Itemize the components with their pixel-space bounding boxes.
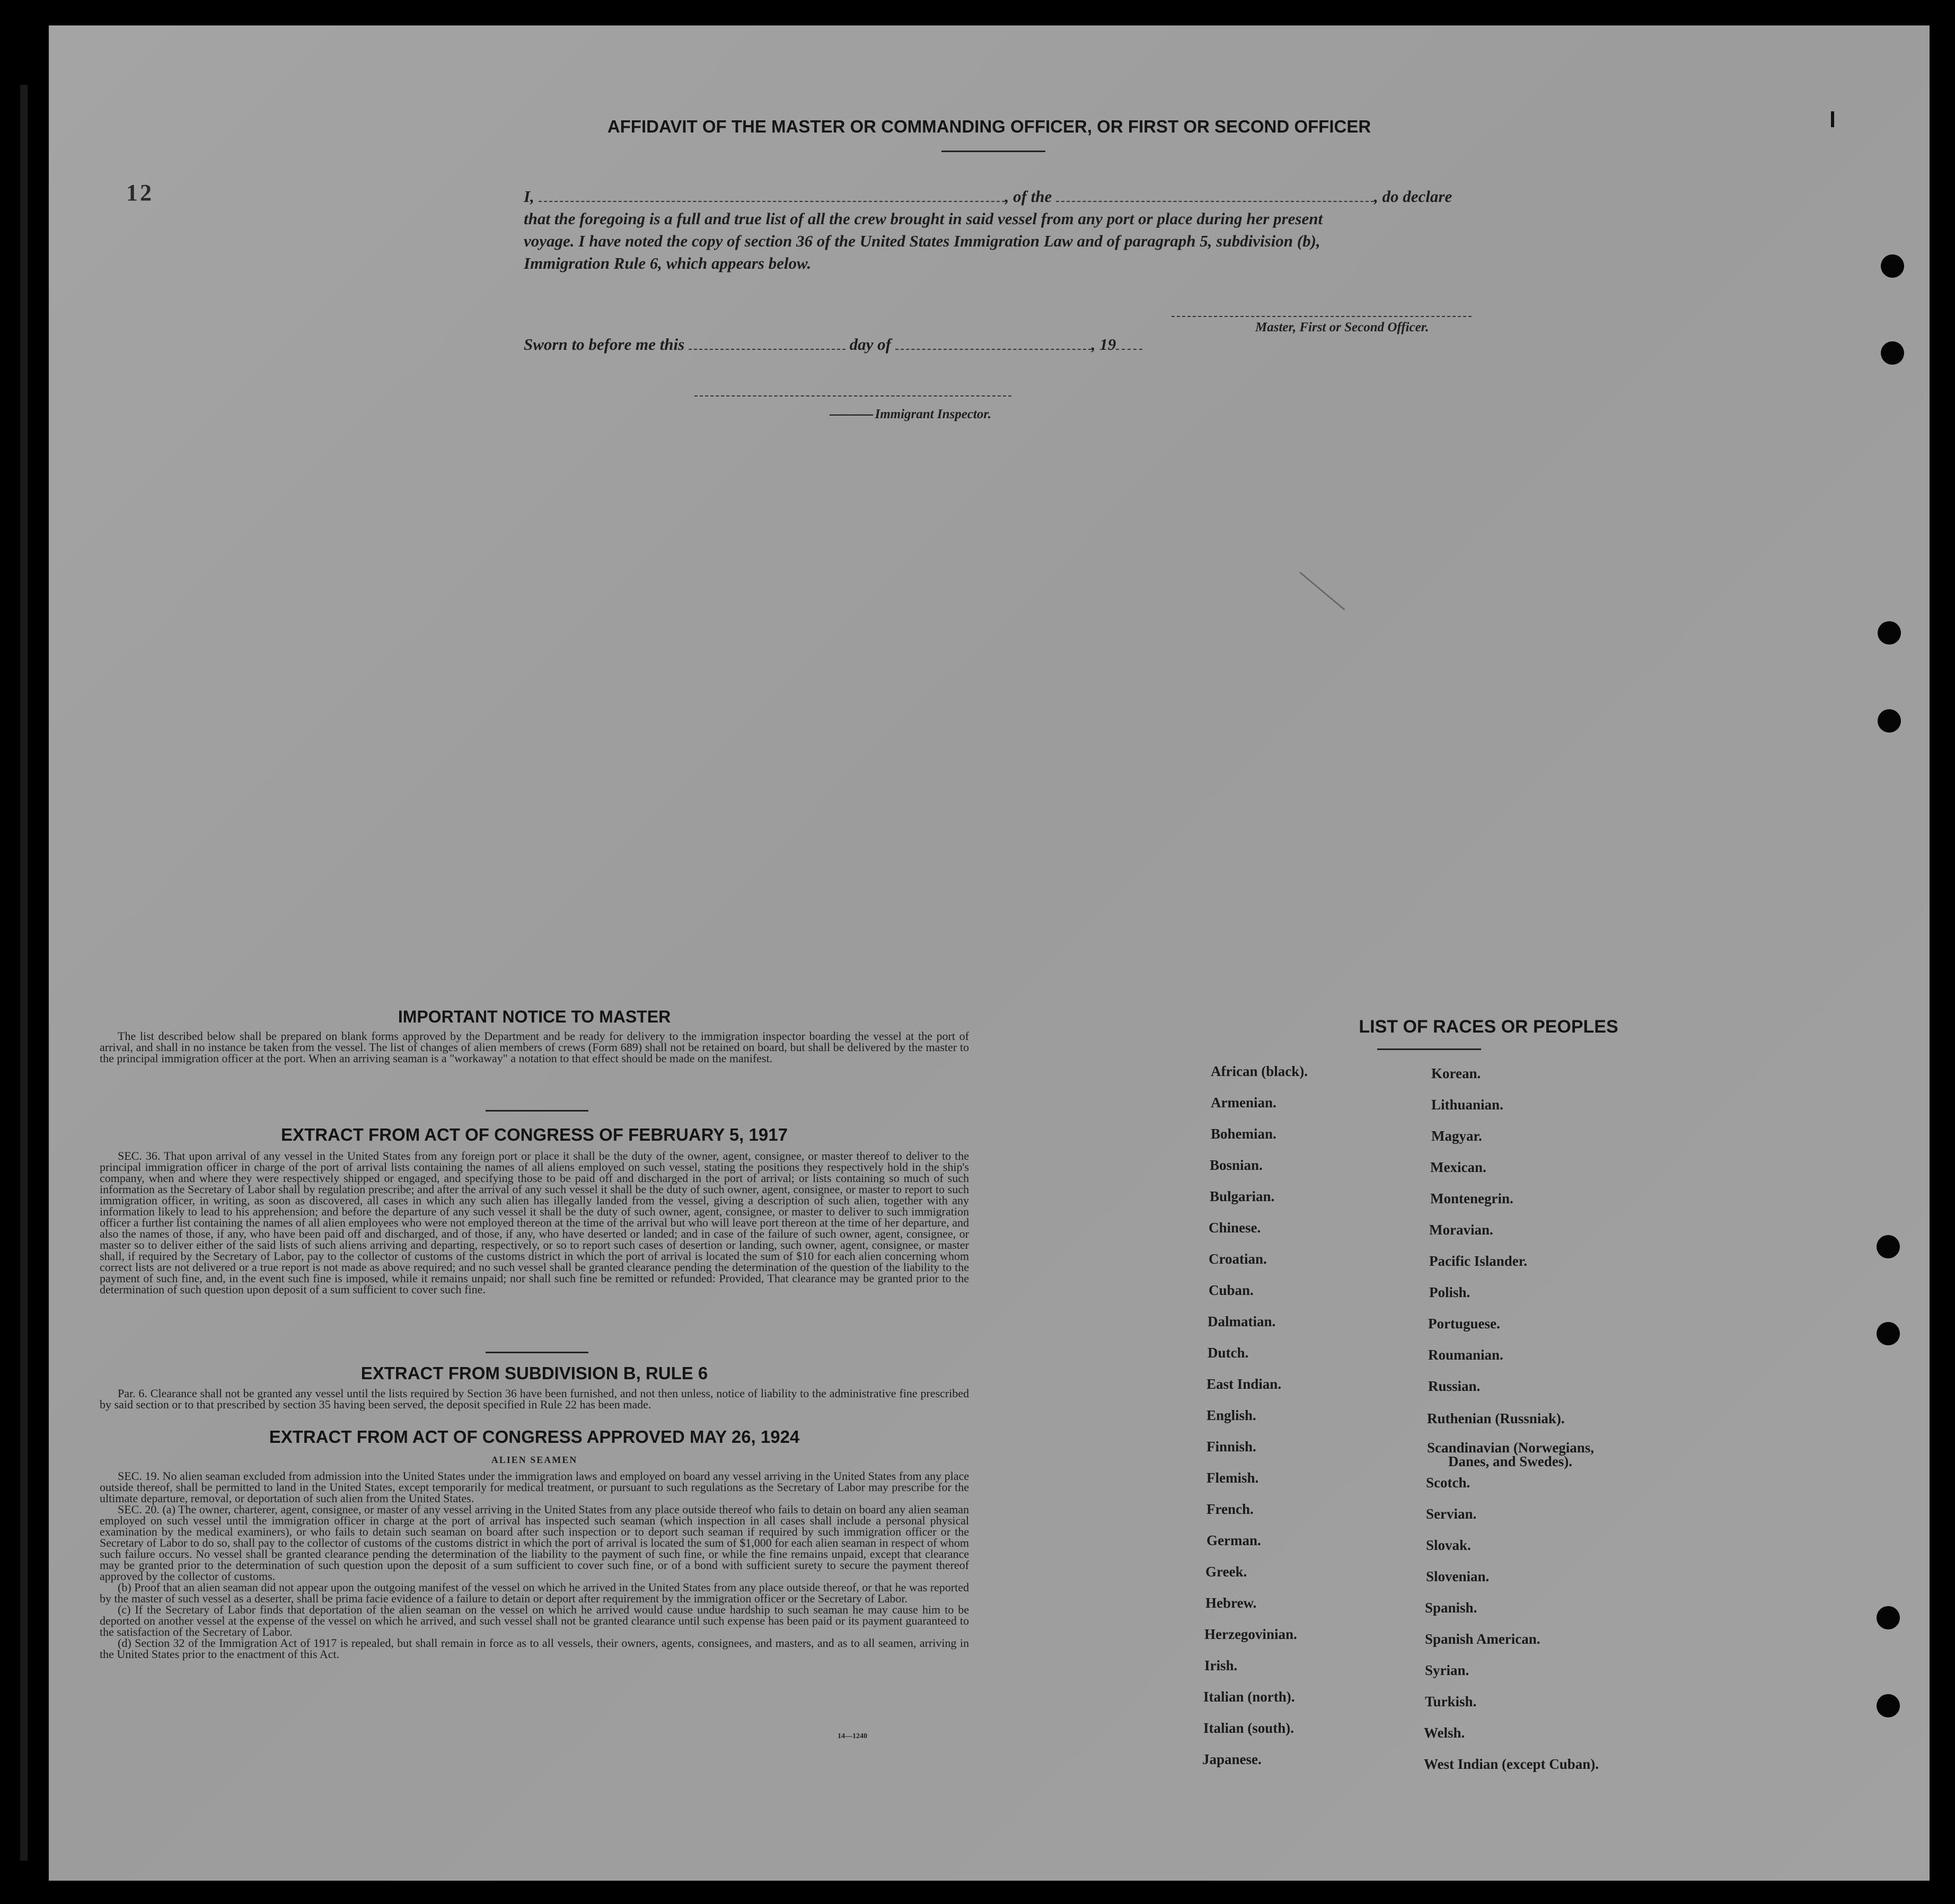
binder-hole (1878, 621, 1901, 645)
year-prefix: , 19 (1091, 335, 1116, 354)
race-item: Dalmatian. (1208, 1314, 1276, 1329)
race-item: Ruthenian (Russniak). (1427, 1411, 1565, 1426)
affidavit-body (524, 186, 1573, 275)
race-item: Bosnian. (1210, 1157, 1263, 1173)
races-heading: LIST OF RACES OR PEOPLES (1359, 1017, 1618, 1037)
race-item: Greek. (1205, 1564, 1247, 1580)
race-item: Hebrew. (1205, 1595, 1257, 1611)
vessel-blank (1056, 201, 1374, 202)
race-item: Herzegovinian. (1204, 1626, 1297, 1642)
race-item: Servian. (1426, 1506, 1477, 1522)
race-item: Croatian. (1209, 1251, 1267, 1267)
do-declare-label: , do declare (1374, 187, 1452, 206)
race-item: Syrian. (1425, 1662, 1469, 1678)
race-item: Slovenian. (1426, 1568, 1490, 1584)
inspector-label: Immigrant Inspector. (875, 407, 991, 421)
margin-mark: 12 (126, 180, 154, 206)
extract-1917-heading: EXTRACT FROM ACT OF CONGRESS OF FEBRUARY 5, 1917 (281, 1125, 788, 1144)
extract-1924-p5: (d) Section 32 of the Immigration Act of 1917 is repealed, but shall remain in force as to all vessels, their owners, agents, consignees, and masters, and as to all seamen, arriving in the United States prior to the enactment of this Act. (100, 1636, 969, 1661)
extract-1917-block (100, 1150, 969, 1295)
notice-text: The list described below shall be prepared on blank forms approved by the Department and be ready for delivery to the immigration inspector boarding the vessel at the port of arrival, and shall in no instance be taken from the vessel. The list of changes of alien members of crews (Form 689) shall not be retained on board, but shall be delivered by the master to the principal immigration officer at the port. When an arriving seaman is a "workaway" a notation to that effect should be made on the manifest. (100, 1029, 969, 1065)
binder-hole (1877, 1322, 1900, 1345)
master-signature-line (1172, 316, 1472, 317)
notice-text-block (100, 1030, 969, 1064)
binder-hole (1881, 254, 1904, 278)
race-item: Italian (south). (1203, 1720, 1294, 1736)
declaration-line (524, 186, 1573, 208)
divider-2 (486, 1352, 588, 1353)
race-item: Scandinavian (Norwegians, (1427, 1440, 1595, 1456)
race-item: Lithuanian. (1431, 1097, 1503, 1113)
sworn-line (524, 335, 1142, 354)
inspector-signature-line (694, 395, 1011, 396)
race-item: Armenian. (1211, 1095, 1276, 1110)
race-item: Welsh. (1424, 1725, 1465, 1741)
race-item: Magyar. (1431, 1128, 1482, 1144)
body-line-2: voyage. I have noted the copy of section 36 of the United States Immigration Law and of paragraph 5, subdivision (b), (524, 232, 1320, 250)
race-item: English. (1207, 1407, 1256, 1423)
name-blank (539, 201, 1005, 202)
races-divider (1377, 1048, 1481, 1050)
extract-1924-p3: (b) Proof that an alien seaman did not appear upon the outgoing manifest of the vessel on which he arrived in the United States from any place outside thereof, or that he was reported by the master of such vessel as a deserter, shall be prima facie evidence of a failure to detain or deport after requirement by the immigration officer or the Secretary of Labor. (100, 1581, 969, 1605)
race-item: Bohemian. (1211, 1126, 1276, 1142)
extract-1924-heading: EXTRACT FROM ACT OF CONGRESS APPROVED MAY 26, 1924 (269, 1427, 800, 1447)
binder-hole (1877, 1606, 1900, 1629)
race-item: Italian (north). (1203, 1689, 1295, 1705)
race-item: German. (1207, 1532, 1261, 1548)
left-edge-strip (20, 85, 28, 1861)
race-item: Irish. (1204, 1658, 1238, 1673)
inspector-label-wrap: ------------- Immigrant Inspector. (829, 407, 991, 421)
subdivision-heading: EXTRACT FROM SUBDIVISION B, RULE 6 (360, 1363, 708, 1383)
binder-hole (1878, 709, 1901, 733)
divider-1 (486, 1110, 588, 1112)
of-the-label: , of the (1005, 187, 1052, 206)
race-item: Japanese. (1202, 1751, 1262, 1767)
race-item: West Indian (except Cuban). (1424, 1756, 1599, 1772)
paper-scratch (1299, 571, 1345, 610)
race-item: Portuguese. (1428, 1316, 1500, 1332)
race-item: French. (1207, 1501, 1254, 1517)
alien-seamen-subheading: ALIEN SEAMEN (491, 1455, 578, 1465)
top-edge-mark (1831, 111, 1834, 127)
extract-1917-text: SEC. 36. That upon arrival of any vessel in the United States from any foreign port or place it shall be the duty of the owner, agent, consignee, or master thereof to deliver to the principal immigration officer in charge of the port of arrival lists containing the names of all aliens employed on such vessel, stating the positions they respectively hold in the ship's company, when and where they were respectively shipped or engaged, and specifying those to be paid off and discharged in the port of arrival; or lists containing so much of such information as the Secretary of Labor shall by regulation prescribe; and after the arrival of any such vessel it shall be the duty of such owner, agent, consignee, or master to report to such immigration officer, in writing, as soon as discovered, all cases in which any such alien has illegally landed from the vessel, giving a description of such alien, together with any information likely to lead to his apprehension; and before the departure of any such vessel it shall be the duty of such owner, agent, consignee, or master to deliver to such immigration officer a further list containing the names of all alien employees who were not employed thereon at the time of the arrival but who will leave port thereon at the time of her departure, and also the names of those, if any, who have been paid off and discharged, and of those, if any, who have deserted or landed; and in case of the failure of such owner, agent, consignee, or master so to deliver either of the said lists of such aliens arriving and departing, respectively, or so to report such cases of desertion or landing, such owner, agent, consignee, or master shall, if required by the Secretary of Labor, pay to the collector of customs of the customs district in which the port of arrival is located the sum of $10 for each alien concerning whom correct lists are not delivered or a true report is not made as above required; and no such vessel shall be granted clearance pending the determination of the question of the liability to the payment of such fine, and, in the event such fine is imposed, while it remains unpaid; nor shall such fine be remitted or refunded: Provided, That clearance may be granted prior to the determination of such question upon deposit of a sum sufficient to cover such fine. (100, 1149, 969, 1296)
race-item: Chinese. (1209, 1220, 1261, 1236)
race-item: East Indian. (1207, 1376, 1282, 1392)
heading-divider (941, 151, 1045, 152)
sworn-label: Sworn to before me this (524, 335, 685, 354)
extract-1924-p1: SEC. 19. No alien seaman excluded from admission into the United States under the immigration laws and employed on board any vessel arriving in the United States from any place outside thereof, shall be permitted to land in the United States, except temporarily for medical treatment, or pursuant to such regulations as the Secretary of Labor may prescribe for the ultimate departure, removal, or deportation of such alien from the United States. (100, 1469, 969, 1505)
race-item: Flemish. (1207, 1470, 1259, 1486)
race-item: Russian. (1428, 1378, 1481, 1394)
binder-hole (1877, 1235, 1900, 1258)
race-item: African (black). (1211, 1063, 1308, 1079)
notice-heading: IMPORTANT NOTICE TO MASTER (398, 1007, 671, 1026)
race-item: Korean. (1431, 1065, 1481, 1081)
race-item: Danes, and Swedes). (1448, 1453, 1573, 1469)
binder-hole (1877, 1694, 1900, 1717)
race-item: Bulgarian. (1210, 1188, 1275, 1204)
extract-1924-p2: SEC. 20. (a) The owner, charterer, agent, consignee, or master of any vessel arriving in the United States from any place outside thereof who fails to detain on board any alien seaman employed on such vessel until the immigration officer in charge at the port of arrival has inspected such seaman (which inspection in all cases shall include a personal physical examination by the medical examiners), or who fails to detain such seaman on board after such inspection or to deport such seaman if required by such immigration officer or the Secretary of Labor to do so, shall pay to the collector of customs of the customs district in which the port of arrival is located the sum of $1,000 for each alien seaman in respect of whom such failure occurs. No vessel shall be granted clearance pending the determination of the liability to the payment of such fine, or while the fine remains unpaid, except that clearance may be granted prior to the determination of such question upon the deposit of a sum sufficient to cover such fine, or of a bond with sufficient surety to secure the payment thereof approved by the collector of customs. (100, 1503, 969, 1583)
race-item: Roumanian. (1428, 1347, 1503, 1363)
race-item: Spanish American. (1425, 1631, 1540, 1647)
subdivision-text: Par. 6. Clearance shall not be granted any vessel until the lists required by Section 36 have been furnished, and not then unless, notice of liability to the administrative fine prescribed by said section or to that prescribed by section 35 having been served, the deposit specified in Rule 22 has been made. (100, 1387, 969, 1411)
extract-1924-block (100, 1470, 969, 1660)
year-blank (1116, 349, 1142, 350)
race-item: Slovak. (1426, 1537, 1471, 1553)
subdivision-block (100, 1388, 969, 1410)
race-item: Turkish. (1425, 1694, 1477, 1709)
master-signature-label: Master, First or Second Officer. (1255, 320, 1429, 334)
binder-hole (1881, 341, 1904, 365)
race-item: Scotch. (1426, 1475, 1470, 1491)
affidavit-heading: AFFIDAVIT OF THE MASTER OR COMMANDING OFFICER, OR FIRST OR SECOND OFFICER (607, 117, 1371, 136)
race-item: Finnish. (1207, 1439, 1256, 1455)
form-number: 14—1240 (838, 1732, 867, 1740)
race-item: Spanish. (1425, 1600, 1477, 1616)
document-page (49, 25, 1930, 1881)
race-item: Montenegrin. (1430, 1191, 1513, 1206)
intro-i-label: I, (524, 187, 534, 206)
month-blank (895, 349, 1091, 350)
body-line-3: Immigration Rule 6, which appears below. (524, 254, 812, 272)
day-blank (689, 349, 846, 350)
race-item: Dutch. (1208, 1345, 1249, 1361)
race-item: Mexican. (1430, 1159, 1486, 1175)
race-item: Pacific Islander. (1429, 1253, 1527, 1269)
race-item: Polish. (1429, 1284, 1470, 1300)
day-of-label: day of (849, 335, 891, 354)
race-item: Cuban. (1209, 1282, 1254, 1298)
race-item: Moravian. (1429, 1222, 1493, 1238)
extract-1924-p4: (c) If the Secretary of Labor finds that deportation of the alien seaman on the vessel on which he arrived would cause undue hardship to such seaman he may cause him to be deported on another vessel at the expense of the vessel on which he arrived, and such vessel shall not be granted clearance until such expense has been paid or its payment guaranteed to the satisfaction of the Secretary of Labor. (100, 1603, 969, 1638)
body-line-1: that the foregoing is a full and true list of all the crew brought in said vessel from any port or place during her present (524, 209, 1323, 228)
